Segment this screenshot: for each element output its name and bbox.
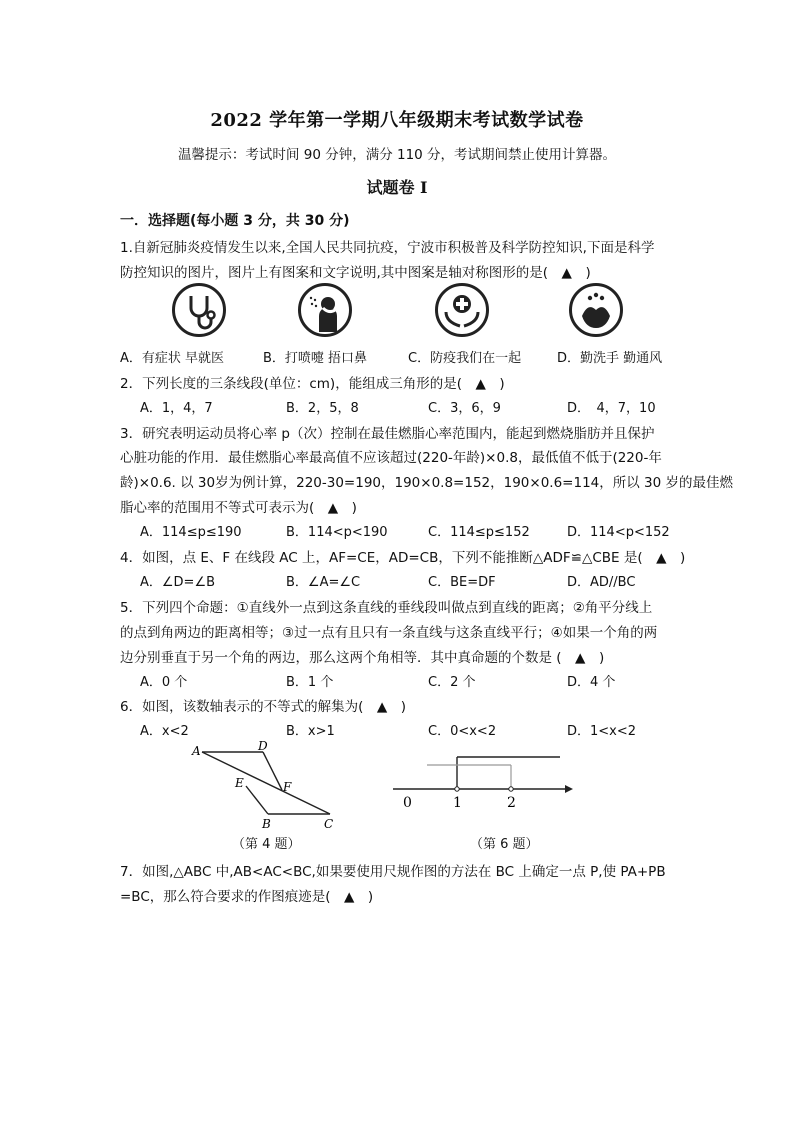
question-1-line-2: 防控知识的图片，图片上有图案和文字说明,其中图案是轴对称图形的是( ▲ ) xyxy=(120,265,591,281)
question-1-option-b[interactable]: B．打喷嚏 捂口鼻 xyxy=(263,351,368,366)
figure-4-label-b: B xyxy=(262,817,271,831)
question-4-option-b[interactable]: B．∠A=∠C xyxy=(286,575,361,590)
question-3-line-1: 3．研究表明运动员将心率 p（次）控制在最佳燃脂心率范围内，能起到燃烧脂肪并且保护 xyxy=(120,426,655,442)
question-3-option-d[interactable]: D．114<p<152 xyxy=(567,525,670,540)
exam-subtitle: 试题卷 I xyxy=(366,178,428,197)
question-5-line-1: 5．下列四个命题：①直线外一点到这条直线的垂线段叫做点到直线的距离；②角平分线上 xyxy=(120,600,653,616)
figure-4-label-e: E xyxy=(235,776,244,790)
figure-4-label-f: F xyxy=(283,780,292,794)
question-6-line-1: 6．如图，该数轴表示的不等式的解集为( ▲ ) xyxy=(120,699,407,715)
question-2-line-1: 2．下列长度的三条线段(单位：cm)，能组成三角形的是( ▲ ) xyxy=(120,376,505,392)
question-5-line-2: 的点到角两边的距离相等；③过一点有且只有一条直线与这条直线平行；④如果一个角的两 xyxy=(120,625,658,641)
question-1-option-d[interactable]: D．勤洗手 勤通风 xyxy=(557,351,663,366)
figure-4-diagram xyxy=(180,740,350,832)
section-heading: 一．选择题(每小题 3 分，共 30 分) xyxy=(120,213,350,229)
question-7-line-2: =BC，那么符合要求的作图痕迹是( ▲ ) xyxy=(120,889,374,905)
question-6-option-c[interactable]: C．0<x<2 xyxy=(428,724,497,739)
question-5-option-c[interactable]: C．2 个 xyxy=(428,675,476,690)
number-line-arrow xyxy=(565,785,573,793)
stethoscope-icon xyxy=(172,283,226,337)
question-4-line-1: 4．如图，点 E、F 在线段 AC 上，AF=CE，AD=CB，下列不能推断△ADF≌△CBE 是( ▲ ) xyxy=(120,550,686,566)
question-5-line-3: 边分别垂直于另一个角的两边，那么这两个角相等．其中真命题的个数是 ( ▲ ) xyxy=(120,650,605,666)
question-5-option-d[interactable]: D．4 个 xyxy=(567,675,616,690)
question-3-line-3: 龄)×0.6. 以 30岁为例计算，220-30=190，190×0.8=152，190×0.6=114，所以 30 岁的最佳燃 xyxy=(120,475,734,491)
question-3-option-c[interactable]: C．114≤p≤152 xyxy=(428,525,530,540)
figure-4-caption: （第 4 题） xyxy=(232,837,301,852)
sneeze-icon xyxy=(298,283,352,337)
question-1-option-c[interactable]: C．防疫我们在一起 xyxy=(408,351,522,366)
question-3-option-a[interactable]: A．114≤p≤190 xyxy=(140,525,242,540)
question-3-line-4: 脂心率的范围用不等式可表示为( ▲ ) xyxy=(120,500,357,516)
question-1-option-a[interactable]: A．有症状 早就医 xyxy=(120,351,225,366)
figure-6-caption: （第 6 题） xyxy=(470,837,539,852)
question-6-option-b[interactable]: B．x>1 xyxy=(286,724,335,739)
figure-4-label-a: A xyxy=(192,744,201,758)
question-6-option-a[interactable]: A．x<2 xyxy=(140,724,189,739)
question-5-option-b[interactable]: B．1 个 xyxy=(286,675,334,690)
washing-hands-icon xyxy=(569,283,623,337)
medical-cross-hands-icon xyxy=(435,283,489,337)
tick-label-0: 0 xyxy=(403,795,412,811)
question-7-line-1: 7．如图,△ABC 中,AB<AC<BC,如果要使用尺规作图的方法在 BC 上确定一点 P,使 PA+PB xyxy=(120,864,666,880)
open-point-1 xyxy=(455,787,459,791)
question-1-line-1: 1.自新冠肺炎疫情发生以来,全国人民共同抗疫，宁波市积极普及科学防控知识,下面是科学 xyxy=(120,240,655,256)
figure-4-lines xyxy=(202,752,330,814)
question-2-option-d[interactable]: D． 4，7，10 xyxy=(567,401,656,416)
question-6-option-d[interactable]: D．1<x<2 xyxy=(567,724,637,739)
question-3-line-2: 心脏功能的作用．最佳燃脂心率最高值不应该超过(220-年龄)×0.8，最低值不低于(220-年 xyxy=(120,450,662,466)
open-point-2 xyxy=(509,787,513,791)
question-5-option-a[interactable]: A．0 个 xyxy=(140,675,188,690)
question-2-option-c[interactable]: C．3，6，9 xyxy=(428,401,501,416)
figure-4-label-d: D xyxy=(258,740,268,753)
tick-label-2: 2 xyxy=(507,795,516,811)
question-4-option-a[interactable]: A．∠D=∠B xyxy=(140,575,216,590)
question-3-option-b[interactable]: B．114<p<190 xyxy=(286,525,388,540)
exam-title: 2022 学年第一学期八年级期末考试数学试卷 xyxy=(210,110,584,131)
figure-6-number-line xyxy=(385,745,580,815)
exam-tip: 温馨提示：考试时间 90 分钟，满分 110 分，考试期间禁止使用计算器。 xyxy=(177,147,617,163)
question-4-option-d[interactable]: D．AD//BC xyxy=(567,575,636,590)
question-4-option-c[interactable]: C．BE=DF xyxy=(428,575,496,590)
question-2-option-a[interactable]: A．1，4，7 xyxy=(140,401,213,416)
figure-4-label-c: C xyxy=(324,817,334,831)
question-2-option-b[interactable]: B．2，5，8 xyxy=(286,401,359,416)
tick-label-1: 1 xyxy=(453,795,462,811)
